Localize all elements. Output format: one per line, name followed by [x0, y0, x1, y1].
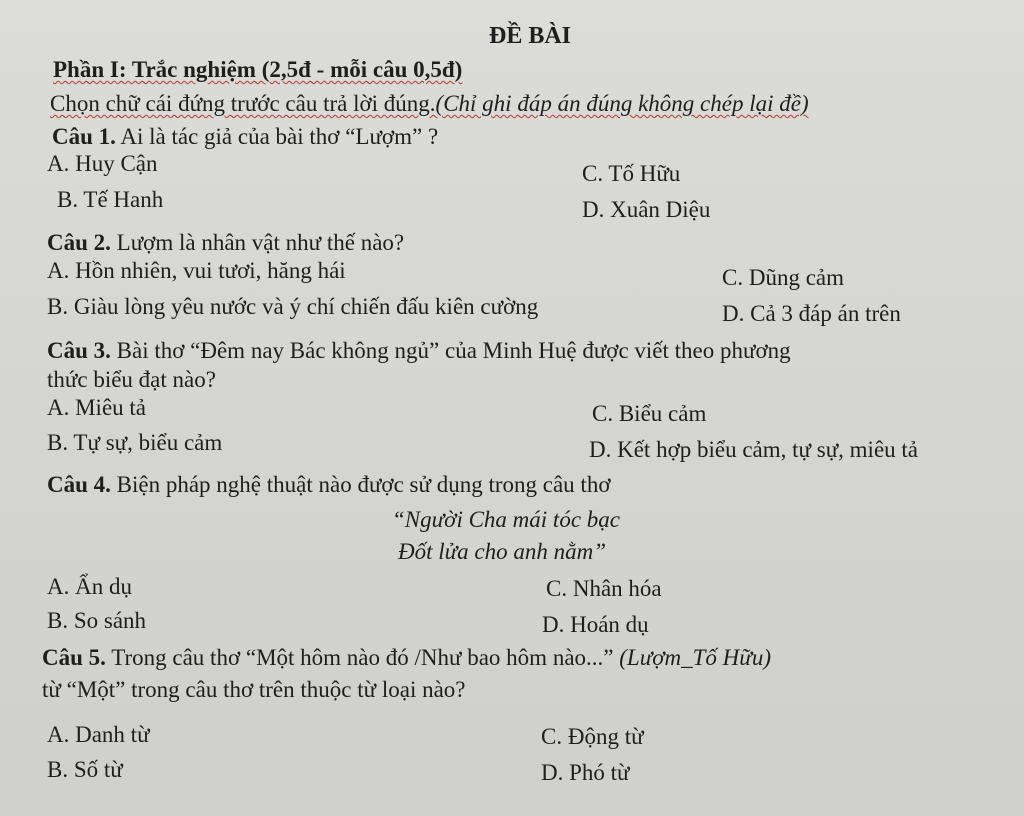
question-5-option-d: D. Phó từ	[541, 760, 630, 785]
question-4-option-b: B. So sánh	[47, 608, 147, 633]
question-2-label: Câu 2.	[47, 230, 111, 255]
question-3-option-a: A. Miêu tả	[47, 395, 147, 420]
question-5-source: (Lượm_Tố Hữu)	[619, 645, 771, 670]
question-4-quote-line-1: “Người Cha mái tóc bạc	[392, 507, 620, 532]
question-1-option-a: A. Huy Cận	[47, 151, 158, 176]
question-4-label: Câu 4.	[47, 472, 111, 497]
question-3-label: Câu 3.	[47, 338, 111, 363]
question-2	[47, 229, 404, 257]
question-3-option-c: C. Biểu cảm	[592, 401, 707, 426]
question-3-text-cont: thức biểu đạt nào?	[47, 367, 216, 392]
instruction-line	[50, 90, 809, 118]
question-5-option-a: A. Danh từ	[47, 722, 150, 747]
instruction-note: (Chỉ ghi đáp án đúng không chép lại đề)	[435, 91, 809, 116]
question-4-option-a: A. Ẩn dụ	[47, 574, 132, 599]
question-3-option-b: B. Tự sự, biểu cảm	[47, 430, 223, 455]
question-4	[47, 471, 610, 499]
exam-title: ĐỀ BÀI	[489, 23, 572, 49]
question-1-option-b: B. Tế Hanh	[57, 187, 164, 212]
question-4-text: Biện pháp nghệ thuật nào được sử dụng trong câu thơ	[110, 472, 611, 497]
section-heading-text: Phần I: Trắc nghiệm (2,5đ - mỗi câu 0,5đ)	[53, 57, 463, 82]
question-1-text: Ai là tác giả của bài thơ “Lượm” ?	[115, 124, 439, 149]
question-2-option-a: A. Hồn nhiên, vui tươi, hăng hái	[47, 258, 346, 283]
question-1	[52, 123, 438, 151]
question-5-label: Câu 5.	[42, 645, 106, 670]
question-2-text: Lượm là nhân vật như thế nào?	[110, 230, 405, 255]
question-5	[42, 644, 771, 672]
question-3	[47, 337, 791, 365]
question-2-option-c: C. Dũng cảm	[722, 265, 845, 290]
question-2-option-b: B. Giàu lòng yêu nước và ý chí chiến đấu kiên cường	[47, 294, 539, 319]
question-5-option-c: C. Động từ	[541, 724, 644, 749]
question-1-option-d: D. Xuân Diệu	[582, 197, 711, 222]
question-5-option-b: B. Số từ	[47, 757, 123, 782]
question-5-text-cont: từ “Một” trong câu thơ trên thuộc từ loại nào?	[42, 677, 466, 702]
question-1-option-c: C. Tố Hữu	[582, 161, 681, 186]
question-5-text: Trong câu thơ “Một hôm nào đó /Như bao hôm nào...”	[105, 645, 620, 670]
question-4-quote-line-2: Đốt lửa cho anh nằm”	[398, 539, 607, 564]
question-4-option-d: D. Hoán dụ	[542, 612, 649, 637]
section-heading	[53, 56, 462, 84]
instruction-main: Chọn chữ cái đứng trước câu trả lời đúng.	[50, 91, 436, 116]
question-3-text: Bài thơ “Đêm nay Bác không ngủ” của Minh Huệ được viết theo phương	[110, 338, 791, 363]
question-1-label: Câu 1.	[52, 124, 116, 149]
question-3-option-d: D. Kết hợp biểu cảm, tự sự, miêu tả	[589, 437, 918, 462]
question-2-option-d: D. Cả 3 đáp án trên	[722, 301, 901, 326]
question-4-option-c: C. Nhân hóa	[546, 576, 662, 601]
